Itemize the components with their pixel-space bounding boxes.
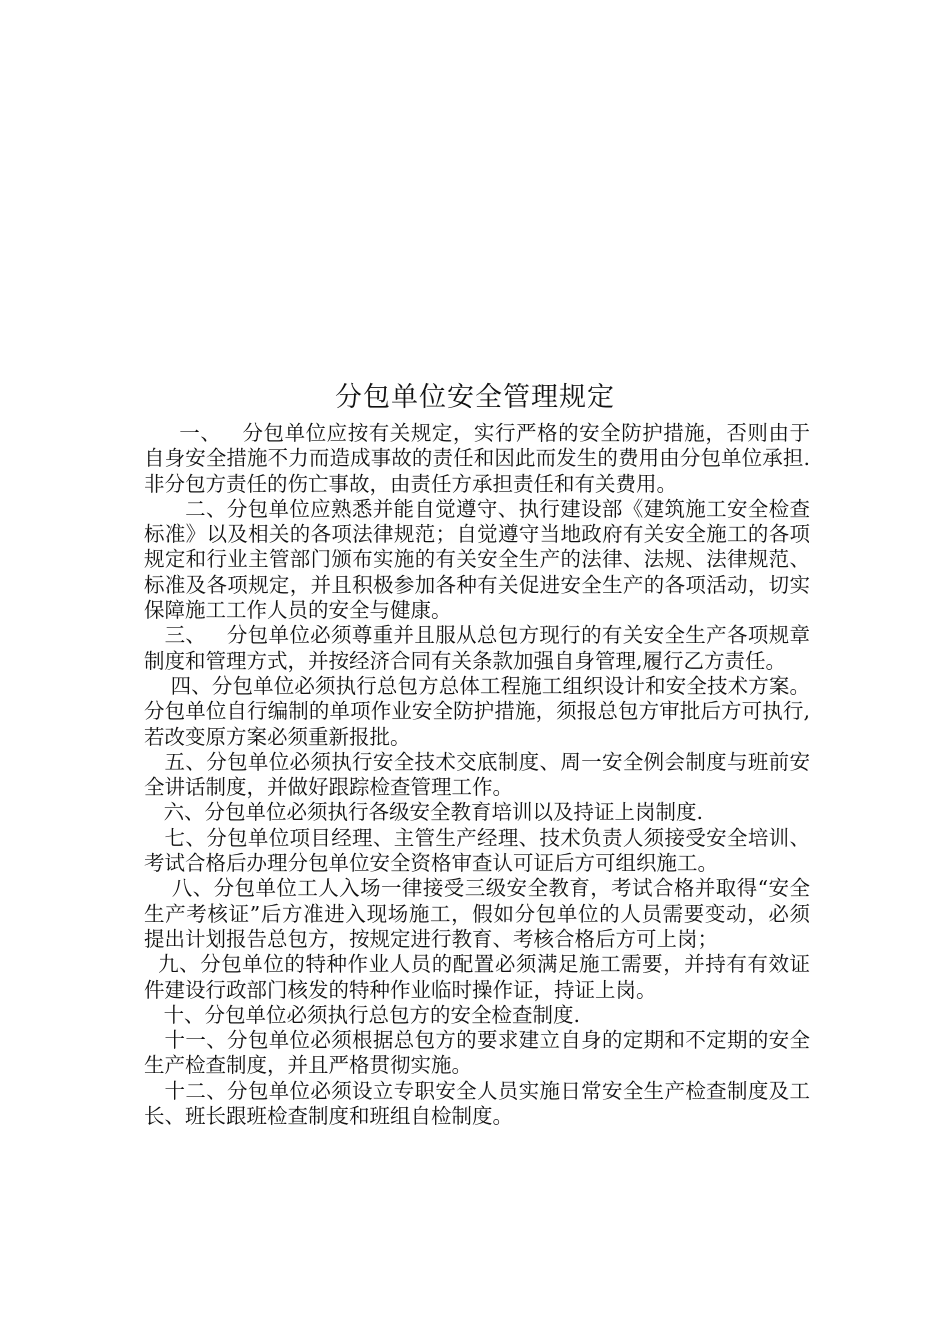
paragraph-3: 三、 分包单位必须尊重并且服从总包方现行的有关安全生产各项规章制度和管理方式，并按经济合同有关条款加强自身管理,履行乙方责任。: [144, 623, 810, 673]
paragraph-8: 八、分包单位工人入场一律接受三级安全教育，考试合格并取得“安全生产考核证”后方准进入现场施工，假如分包单位的人员需要变动，必须提出计划报告总包方，按规定进行教育、考核合格后方可上岗；: [144, 876, 810, 951]
document-body: [144, 421, 810, 1129]
paragraph-2: 二、分包单位应熟悉并能自觉遵守、执行建设部《建筑施工安全检查标准》以及相关的各项法律规范；自觉遵守当地政府有关安全施工的各项规定和行业主管部门颁布实施的有关安全生产的法律、法规、法律规范、标准及各项规定，并且积极参加各种有关促进安全生产的各项活动，切实保障施工工作人员的安全与健康。: [144, 496, 810, 623]
paragraph-5: 五、分包单位必须执行安全技术交底制度、周一安全例会制度与班前安全讲话制度，并做好跟踪检查管理工作。: [144, 749, 810, 800]
paragraph-1: 一、 分包单位应按有关规定，实行严格的安全防护措施，否则由于自身安全措施不力而造成事故的责任和因此而发生的费用由分包单位承担.非分包方责任的伤亡事故，由责任方承担责任和有关费用。: [144, 421, 810, 496]
paragraph-6: 六、分包单位必须执行各级安全教育培训以及持证上岗制度.: [144, 800, 704, 825]
paragraph-11: 十一、分包单位必须根据总包方的要求建立自身的定期和不定期的安全生产检查制度，并且严格贯彻实施。: [144, 1028, 810, 1078]
document-title: 分包单位安全管理规定: [335, 382, 615, 413]
paragraph-12: 十二、分包单位必须设立专职安全人员实施日常安全生产检查制度及工长、班长跟班检查制度和班组自检制度。: [144, 1078, 810, 1129]
paragraph-9: 九、分包单位的特种作业人员的配置必须满足施工需要，并持有有效证件建设行政部门核发的特种作业临时操作证，持证上岗。: [144, 952, 810, 1002]
paragraph-7: 七、分包单位项目经理、主管生产经理、技术负责人须接受安全培训、考试合格后办理分包单位安全资格审查认可证后方可组织施工。: [144, 825, 810, 876]
paragraph-10: 十、分包单位必须执行总包方的安全检查制度.: [144, 1002, 581, 1027]
paragraph-4: 四、分包单位必须执行总包方总体工程施工组织设计和安全技术方案。分包单位自行编制的单项作业安全防护措施，须报总包方审批后方可执行,若改变原方案必须重新报批。: [144, 673, 810, 749]
